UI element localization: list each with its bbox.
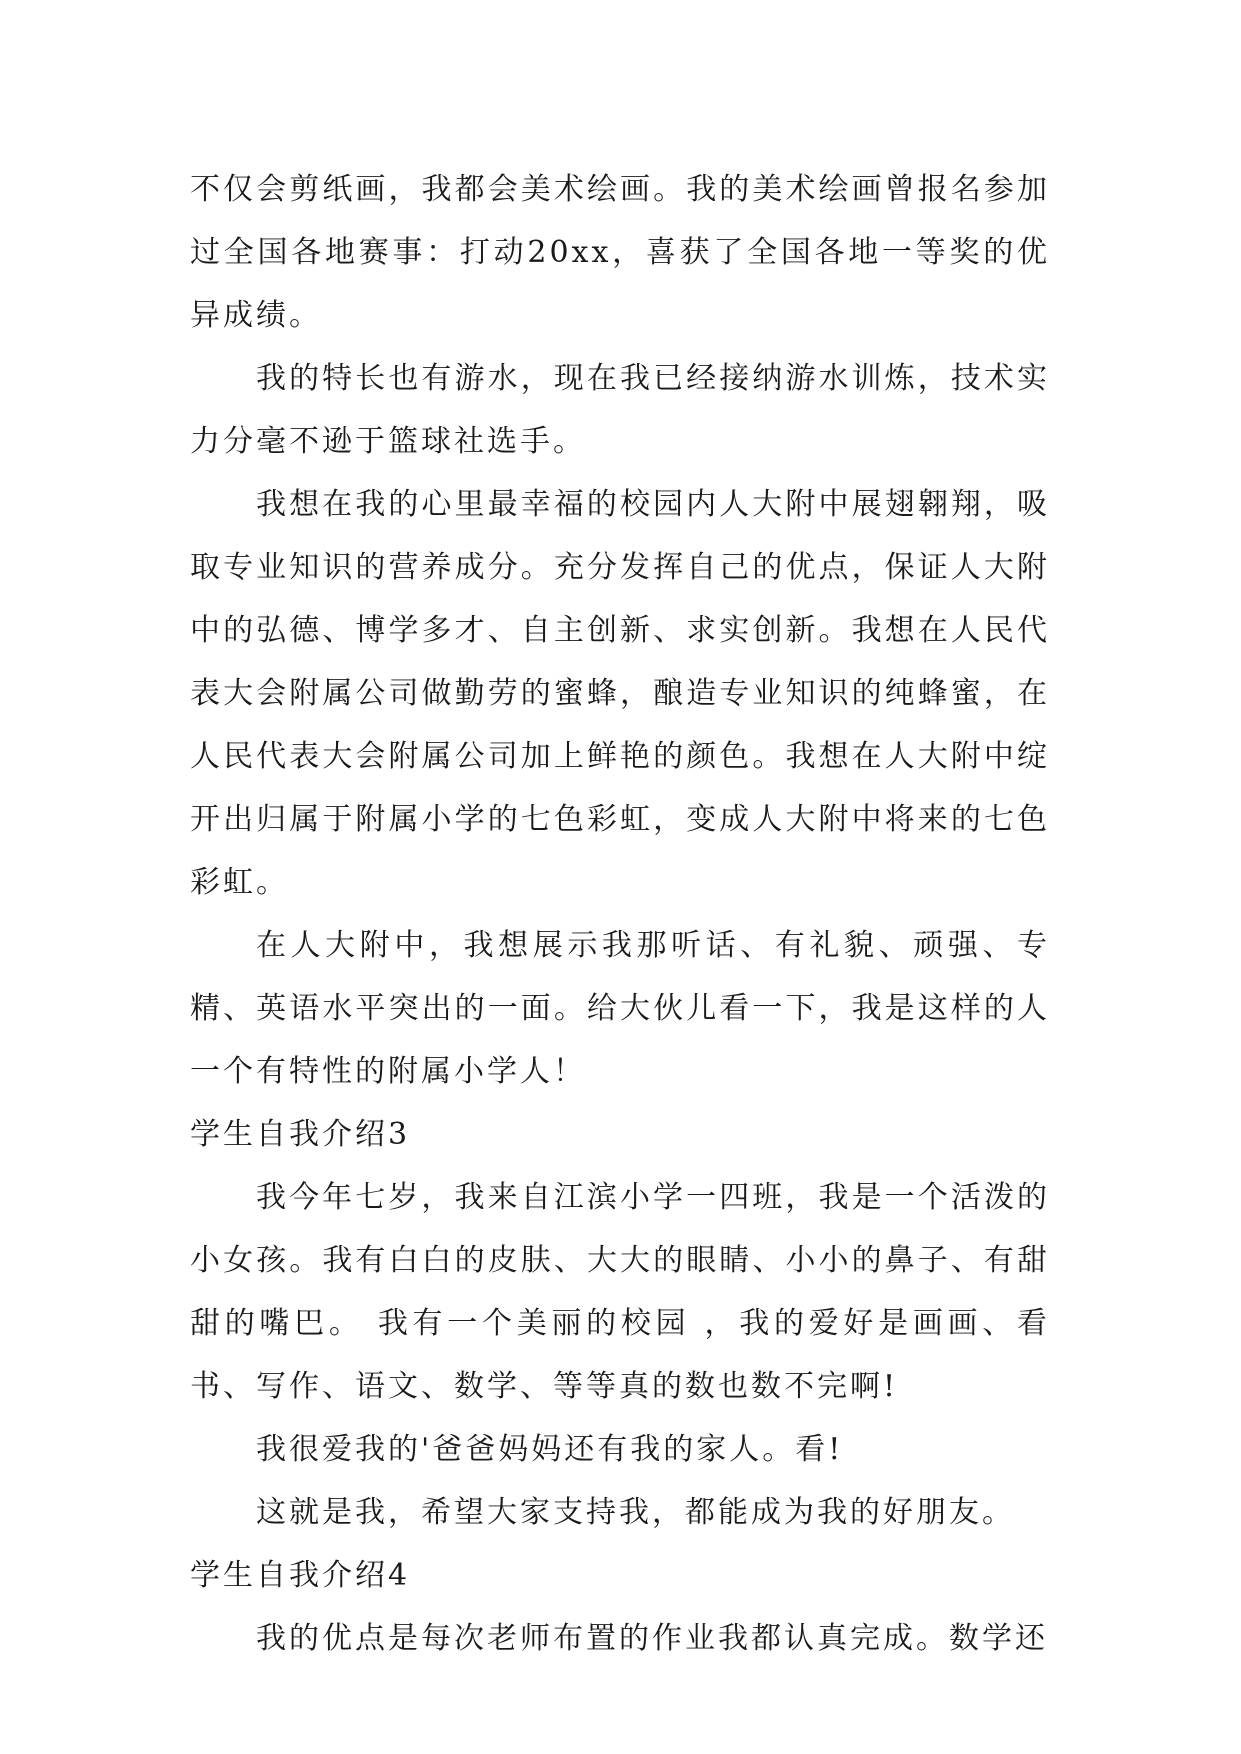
- paragraph: 我想在我的心里最幸福的校园内人大附中展翅翱翔，吸取专业知识的营养成分。充分发挥自己的优点，保证人大附中的弘德、博学多才、自主创新、求实创新。我想在人民代表大会附属公司做勤劳的蜜蜂，酿造专业知识的纯蜂蜜，在人民代表大会附属公司加上鲜艳的颜色。我想在人大附中绽开出归属于附属小学的七色彩虹，变成人大附中将来的七色彩虹。: [190, 487, 1050, 900]
- section-heading: 学生自我介绍3: [190, 1117, 411, 1152]
- paragraph: 不仅会剪纸画，我都会美术绘画。我的美术绘画曾报名参加过全国各地赛事：打动20xx，喜获了全国各地一等奖的优异成绩。: [190, 172, 1050, 333]
- paragraph: 我很爱我的'爸爸妈妈还有我的家人。看!: [256, 1432, 844, 1467]
- paragraph: 在人大附中，我想展示我那听话、有礼貌、顽强、专精、英语水平突出的一面。给大伙儿看一下，我是这样的人一个有特性的附属小学人！: [190, 928, 1050, 1089]
- paragraph: 我的优点是每次老师布置的作业我都认真完成。数学还: [256, 1621, 1048, 1656]
- document-body: [190, 158, 1050, 1670]
- paragraph: 我今年七岁，我来自江滨小学一四班，我是一个活泼的小女孩。我有白白的皮肤、大大的眼睛、小小的鼻子、有甜甜的嘴巴。 我有一个美丽的校园 ，我的爱好是画画、看书、写作、语文、数学、等等真的数也数不完啊!: [190, 1180, 1050, 1404]
- paragraph: 这就是我，希望大家支持我，都能成为我的好朋友。: [256, 1495, 1015, 1530]
- paragraph: 我的特长也有游水，现在我已经接纳游水训炼，技术实力分毫不逊于篮球社选手。: [190, 361, 1050, 459]
- section-heading: 学生自我介绍4: [190, 1558, 411, 1593]
